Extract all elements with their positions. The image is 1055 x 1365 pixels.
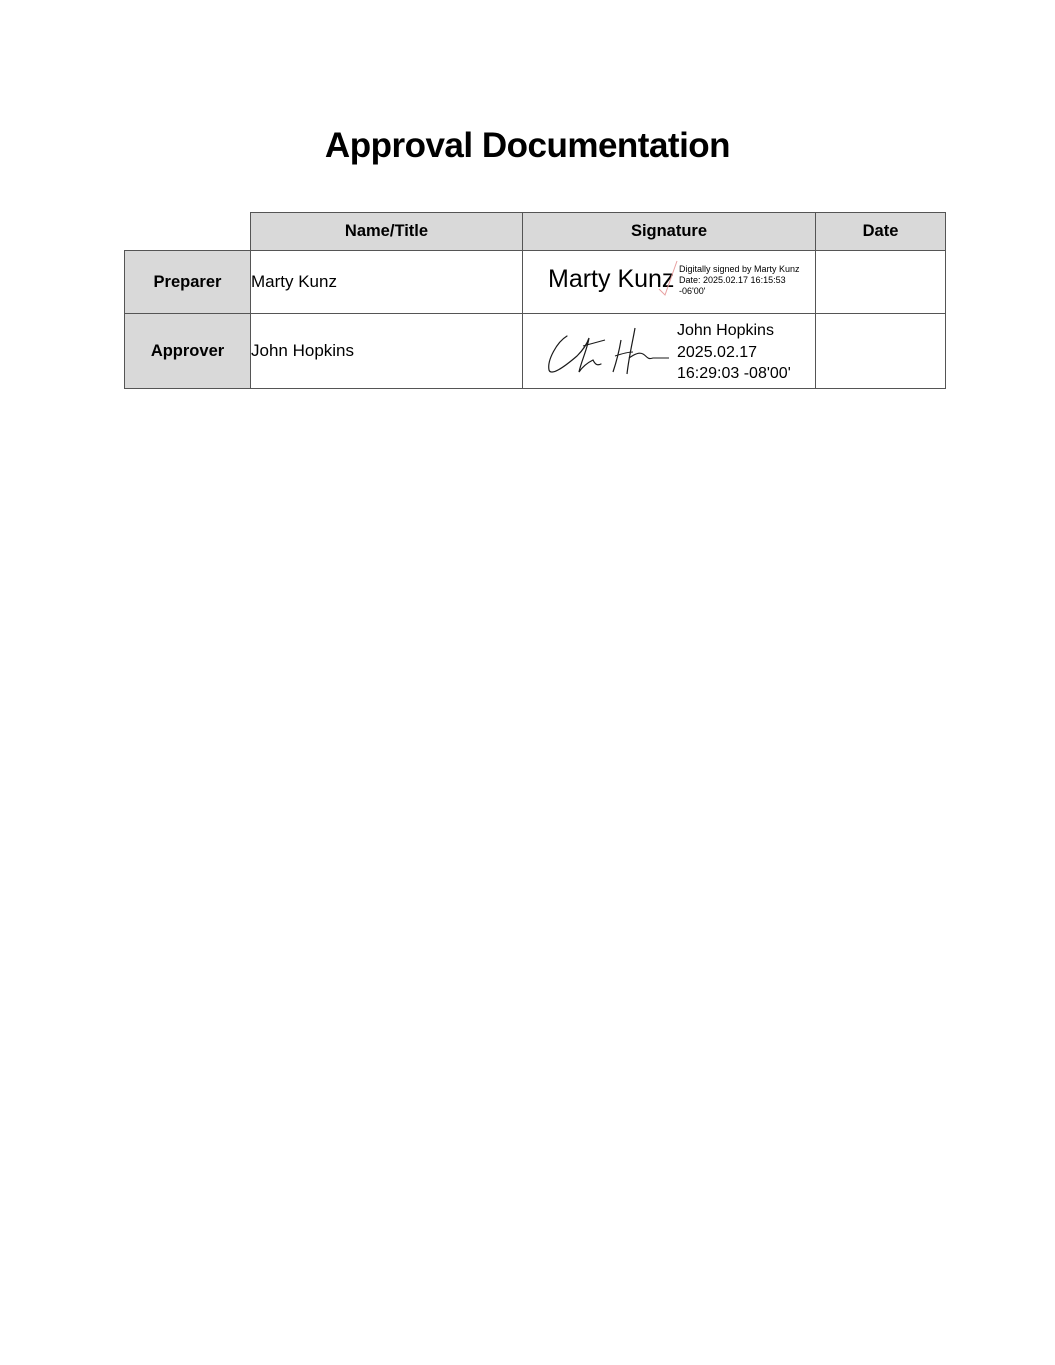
name-cell-preparer: Marty Kunz	[251, 251, 523, 314]
header-name-title: Name/Title	[251, 213, 523, 251]
signature-note-line: Digitally signed by Marty Kunz	[679, 264, 800, 274]
header-date: Date	[816, 213, 946, 251]
date-cell-preparer	[816, 251, 946, 314]
signature-note-line: 16:29:03 -08'00'	[677, 365, 791, 382]
digital-signature-note	[677, 320, 791, 385]
signature-field-preparer[interactable]	[523, 251, 816, 314]
approval-table	[124, 212, 946, 389]
signature-check-icon	[657, 259, 679, 297]
table-row	[125, 314, 946, 389]
signature-note-line: John Hopkins	[677, 322, 774, 339]
header-row	[125, 213, 946, 251]
table-row	[125, 251, 946, 314]
signature-field-approver[interactable]	[523, 314, 816, 389]
digital-signature-note	[679, 264, 800, 297]
typed-signature: Marty Kunz	[548, 265, 675, 293]
role-label-preparer: Preparer	[125, 251, 251, 314]
page-title: Approval Documentation	[324, 126, 731, 165]
signature-note-line: Date: 2025.02.17 16:15:53	[679, 275, 786, 285]
handwritten-signature	[543, 326, 673, 378]
header-signature: Signature	[523, 213, 816, 251]
header-corner-cell	[125, 213, 251, 251]
name-cell-approver: John Hopkins	[251, 314, 523, 389]
role-label-approver: Approver	[125, 314, 251, 389]
date-cell-approver	[816, 314, 946, 389]
signature-note-line: -06'00'	[679, 286, 706, 296]
signature-note-line: 2025.02.17	[677, 343, 758, 361]
